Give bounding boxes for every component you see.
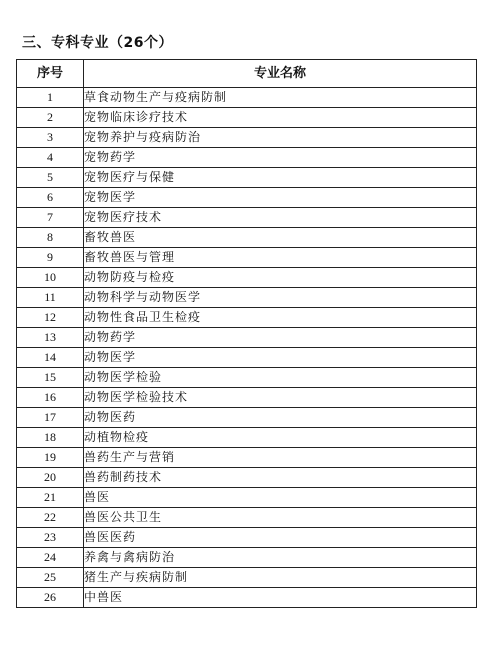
row-number: 8	[17, 228, 84, 248]
major-name: 动物医学检验技术	[84, 388, 477, 408]
row-number: 9	[17, 248, 84, 268]
row-number: 4	[17, 148, 84, 168]
major-name: 动物性食品卫生检疫	[84, 308, 477, 328]
row-number: 18	[17, 428, 84, 448]
row-number: 13	[17, 328, 84, 348]
table-row	[17, 568, 477, 588]
table-row	[17, 268, 477, 288]
row-number: 25	[17, 568, 84, 588]
table-row	[17, 208, 477, 228]
major-name: 兽药制药技术	[84, 468, 477, 488]
table-row	[17, 228, 477, 248]
row-number: 2	[17, 108, 84, 128]
majors-table	[16, 59, 477, 608]
row-number: 17	[17, 408, 84, 428]
row-number: 24	[17, 548, 84, 568]
row-number: 5	[17, 168, 84, 188]
row-number: 19	[17, 448, 84, 468]
row-number: 10	[17, 268, 84, 288]
table-row	[17, 148, 477, 168]
major-name: 草食动物生产与疫病防制	[84, 88, 477, 108]
table-row	[17, 428, 477, 448]
major-name: 养禽与禽病防治	[84, 548, 477, 568]
row-number: 16	[17, 388, 84, 408]
table-row	[17, 88, 477, 108]
table-row	[17, 408, 477, 428]
table-header	[17, 60, 477, 88]
row-number: 22	[17, 508, 84, 528]
row-number: 21	[17, 488, 84, 508]
major-name: 动物医学检验	[84, 368, 477, 388]
column-header-number: 序号	[17, 60, 84, 88]
major-name: 兽医医药	[84, 528, 477, 548]
major-name: 宠物医疗技术	[84, 208, 477, 228]
major-name: 猪生产与疾病防制	[84, 568, 477, 588]
table-body	[17, 88, 477, 608]
major-name: 动物防疫与检疫	[84, 268, 477, 288]
table-row	[17, 508, 477, 528]
table-row	[17, 348, 477, 368]
major-name: 中兽医	[84, 588, 477, 608]
row-number: 15	[17, 368, 84, 388]
table-row	[17, 588, 477, 608]
row-number: 7	[17, 208, 84, 228]
major-name: 畜牧兽医	[84, 228, 477, 248]
section-heading: 三、专科专业（26个）	[22, 35, 173, 51]
row-number: 1	[17, 88, 84, 108]
table-row	[17, 308, 477, 328]
major-name: 兽医公共卫生	[84, 508, 477, 528]
table-row	[17, 188, 477, 208]
major-name: 畜牧兽医与管理	[84, 248, 477, 268]
column-header-major-name: 专业名称	[84, 60, 477, 88]
table-row	[17, 488, 477, 508]
major-name: 兽药生产与营销	[84, 448, 477, 468]
major-name: 宠物药学	[84, 148, 477, 168]
row-number: 26	[17, 588, 84, 608]
major-name: 动植物检疫	[84, 428, 477, 448]
table-row	[17, 388, 477, 408]
row-number: 11	[17, 288, 84, 308]
major-name: 宠物临床诊疗技术	[84, 108, 477, 128]
major-name: 宠物养护与疫病防治	[84, 128, 477, 148]
row-number: 3	[17, 128, 84, 148]
major-name: 动物科学与动物医学	[84, 288, 477, 308]
table-row	[17, 328, 477, 348]
table-row	[17, 548, 477, 568]
table-row	[17, 448, 477, 468]
table-row	[17, 108, 477, 128]
major-name: 宠物医疗与保健	[84, 168, 477, 188]
major-name: 动物医药	[84, 408, 477, 428]
table-row	[17, 128, 477, 148]
row-number: 14	[17, 348, 84, 368]
major-name: 动物医学	[84, 348, 477, 368]
major-name: 兽医	[84, 488, 477, 508]
row-number: 23	[17, 528, 84, 548]
table-row	[17, 528, 477, 548]
row-number: 12	[17, 308, 84, 328]
header-row	[17, 60, 477, 88]
major-name: 宠物医学	[84, 188, 477, 208]
row-number: 6	[17, 188, 84, 208]
table-row	[17, 248, 477, 268]
major-name: 动物药学	[84, 328, 477, 348]
table-row	[17, 368, 477, 388]
table-row	[17, 168, 477, 188]
table-row	[17, 468, 477, 488]
row-number: 20	[17, 468, 84, 488]
table-row	[17, 288, 477, 308]
